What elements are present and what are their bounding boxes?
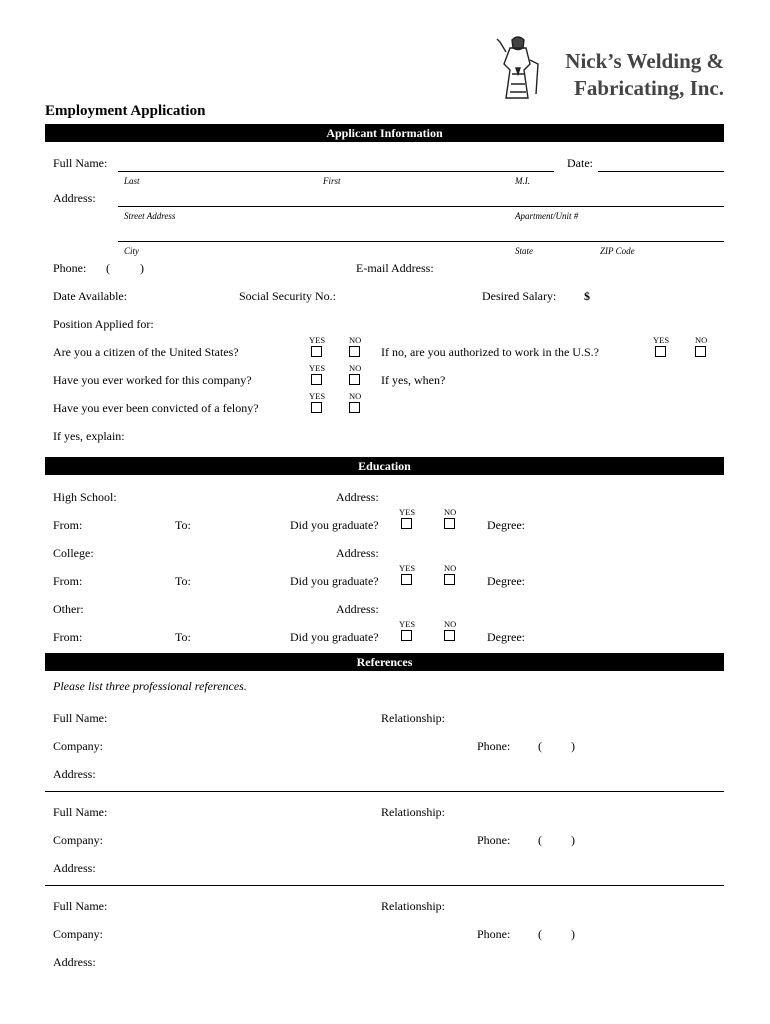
yes-caption: YES <box>653 335 670 345</box>
knight-figure-icon <box>492 34 542 102</box>
company-name-line2: Fabricating, Inc. <box>574 76 724 100</box>
college-graduate-yes-checkbox[interactable] <box>401 574 412 585</box>
ref1-address-label: Address: <box>53 767 96 781</box>
felony-question: Have you ever been convicted of a felony? <box>53 401 259 415</box>
when-question: If yes, when? <box>381 373 446 387</box>
mi-caption: M.I. <box>515 176 530 186</box>
yes-caption: YES <box>399 619 416 629</box>
college-label: College: <box>53 546 94 560</box>
reference-divider <box>45 885 724 886</box>
company-name <box>565 48 724 102</box>
street-caption: Street Address <box>124 211 176 221</box>
worked-question: Have you ever worked for this company? <box>53 373 252 387</box>
no-caption: NO <box>349 391 362 401</box>
other-to-label: To: <box>175 630 191 644</box>
ref2-full-name-label: Full Name: <box>53 805 108 819</box>
college-to-label: To: <box>175 574 191 588</box>
ref1-phone-label: Phone: <box>477 739 511 753</box>
full-name-field[interactable] <box>118 171 554 172</box>
ref3-paren-open: ( <box>538 927 542 941</box>
college-address-label: Address: <box>336 546 379 560</box>
desired-salary-label: Desired Salary: <box>482 289 557 303</box>
no-caption: NO <box>695 335 708 345</box>
phone-paren-close: ) <box>140 261 144 275</box>
yes-caption: YES <box>399 563 416 573</box>
explain-label: If yes, explain: <box>53 429 125 443</box>
first-caption: First <box>323 176 341 186</box>
college-graduate-no-checkbox[interactable] <box>444 574 455 585</box>
ref1-paren-open: ( <box>538 739 542 753</box>
ref3-full-name-label: Full Name: <box>53 899 108 913</box>
section-header-education: Education <box>45 457 724 475</box>
hs-to-label: To: <box>175 518 191 532</box>
hs-graduate-label: Did you graduate? <box>290 518 379 532</box>
ssn-label: Social Security No.: <box>239 289 336 303</box>
state-caption: State <box>515 246 533 256</box>
no-caption: NO <box>349 363 362 373</box>
no-caption: NO <box>444 507 457 517</box>
position-label: Position Applied for: <box>53 317 154 331</box>
street-address-field[interactable] <box>118 206 724 207</box>
ref2-phone-label: Phone: <box>477 833 511 847</box>
citizen-question: Are you a citizen of the United States? <box>53 345 239 359</box>
no-caption: NO <box>444 619 457 629</box>
salary-dollar-sign: $ <box>584 289 590 303</box>
other-graduate-label: Did you graduate? <box>290 630 379 644</box>
authorized-no-checkbox[interactable] <box>695 346 706 357</box>
ref2-paren-close: ) <box>571 833 575 847</box>
form-title: Employment Application <box>45 103 206 119</box>
hs-degree-label: Degree: <box>487 518 525 532</box>
ref3-phone-label: Phone: <box>477 927 511 941</box>
zip-caption: ZIP Code <box>600 246 635 256</box>
no-caption: NO <box>444 563 457 573</box>
ref3-address-label: Address: <box>53 955 96 969</box>
yes-caption: YES <box>309 391 326 401</box>
hs-graduate-no-checkbox[interactable] <box>444 518 455 529</box>
worked-yes-checkbox[interactable] <box>311 374 322 385</box>
yes-caption: YES <box>399 507 416 517</box>
citizen-yes-checkbox[interactable] <box>311 346 322 357</box>
college-degree-label: Degree: <box>487 574 525 588</box>
ref3-paren-close: ) <box>571 927 575 941</box>
yes-caption: YES <box>309 335 326 345</box>
apartment-caption: Apartment/Unit # <box>515 211 579 221</box>
ref3-company-label: Company: <box>53 927 103 941</box>
other-graduate-no-checkbox[interactable] <box>444 630 455 641</box>
other-address-label: Address: <box>336 602 379 616</box>
college-graduate-label: Did you graduate? <box>290 574 379 588</box>
last-caption: Last <box>124 176 140 186</box>
hs-graduate-yes-checkbox[interactable] <box>401 518 412 529</box>
other-degree-label: Degree: <box>487 630 525 644</box>
hs-from-label: From: <box>53 518 83 532</box>
hs-address-label: Address: <box>336 490 379 504</box>
other-graduate-yes-checkbox[interactable] <box>401 630 412 641</box>
ref2-paren-open: ( <box>538 833 542 847</box>
ref2-address-label: Address: <box>53 861 96 875</box>
reference-divider <box>45 791 724 792</box>
authorized-yes-checkbox[interactable] <box>655 346 666 357</box>
section-header-references: References <box>45 653 724 671</box>
date-field[interactable] <box>598 171 724 172</box>
ref1-paren-close: ) <box>571 739 575 753</box>
felony-yes-checkbox[interactable] <box>311 402 322 413</box>
felony-no-checkbox[interactable] <box>349 402 360 413</box>
ref3-relationship-label: Relationship: <box>381 899 445 913</box>
authorized-question: If no, are you authorized to work in the U.S.? <box>381 345 599 359</box>
city-caption: City <box>124 246 139 256</box>
phone-paren-open: ( <box>106 261 110 275</box>
ref2-company-label: Company: <box>53 833 103 847</box>
date-label: Date: <box>567 156 593 170</box>
references-instruction: Please list three professional references. <box>53 679 247 693</box>
other-label: Other: <box>53 602 84 616</box>
section-header-applicant: Applicant Information <box>45 124 724 142</box>
full-name-label: Full Name: <box>53 156 108 170</box>
company-name-line1: Nick’s Welding & <box>565 49 724 73</box>
ref1-company-label: Company: <box>53 739 103 753</box>
phone-label: Phone: <box>53 261 87 275</box>
no-caption: NO <box>349 335 362 345</box>
worked-no-checkbox[interactable] <box>349 374 360 385</box>
other-from-label: From: <box>53 630 83 644</box>
citizen-no-checkbox[interactable] <box>349 346 360 357</box>
email-label: E-mail Address: <box>356 261 434 275</box>
ref2-relationship-label: Relationship: <box>381 805 445 819</box>
date-available-label: Date Available: <box>53 289 128 303</box>
high-school-label: High School: <box>53 490 117 504</box>
ref1-relationship-label: Relationship: <box>381 711 445 725</box>
ref1-full-name-label: Full Name: <box>53 711 108 725</box>
city-field[interactable] <box>118 241 724 242</box>
address-label: Address: <box>53 191 96 205</box>
yes-caption: YES <box>309 363 326 373</box>
college-from-label: From: <box>53 574 83 588</box>
